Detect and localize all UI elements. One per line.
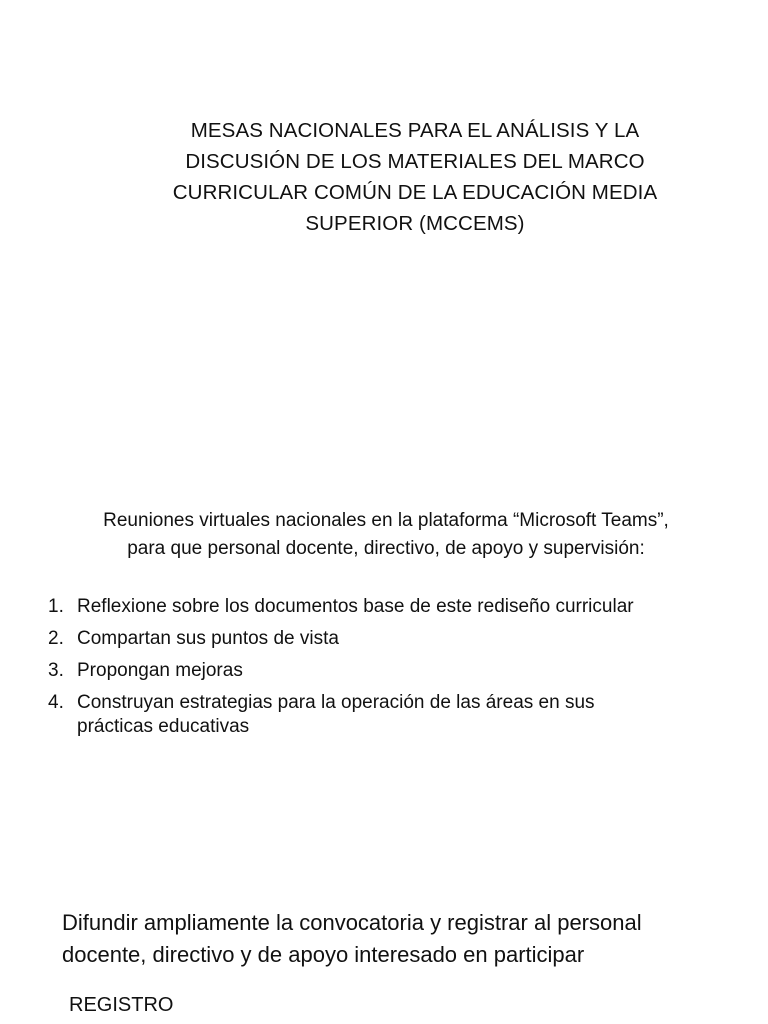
- intro-line: para que personal docente, directivo, de apoyo y supervisión:: [127, 538, 645, 559]
- list-item: [48, 691, 748, 739]
- list-item-line: Reflexione sobre los documentos base de este rediseño curricular: [77, 596, 634, 617]
- list-item-line: prácticas educativas: [77, 716, 250, 737]
- page-title: [150, 115, 680, 239]
- list-item: [48, 659, 748, 683]
- list-item-text: [77, 691, 748, 739]
- list-item-text: [77, 627, 748, 651]
- title-line: DISCUSIÓN DE LOS MATERIALES DEL MARCO: [185, 150, 645, 173]
- title-line: MESAS NACIONALES PARA EL ANÁLISIS Y LA: [190, 119, 640, 142]
- list-item-text: [77, 659, 748, 683]
- call-to-action-line: docente, directivo y de apoyo interesado en participar: [62, 942, 585, 967]
- intro-line: Reuniones virtuales nacionales en la plataforma “Microsoft Teams”,: [103, 510, 669, 531]
- registro-label: REGISTRO: [69, 994, 174, 1016]
- list-item-number: 4.: [48, 692, 64, 713]
- list-item-text: [77, 595, 748, 619]
- title-line: SUPERIOR (MCCEMS): [305, 212, 525, 235]
- list-item-line: Construyan estrategias para la operación de las áreas en sus: [77, 692, 595, 713]
- steps-list: [48, 595, 748, 747]
- list-item: [48, 595, 748, 619]
- call-to-action-line: Difundir ampliamente la convocatoria y registrar al personal: [62, 910, 642, 935]
- list-item-number: 1.: [48, 596, 64, 617]
- list-item-line: Compartan sus puntos de vista: [77, 628, 339, 649]
- intro-paragraph: [20, 507, 752, 563]
- call-to-action-paragraph: [62, 907, 742, 971]
- list-item-number: 3.: [48, 660, 64, 681]
- list-item: [48, 627, 748, 651]
- title-line: CURRICULAR COMÚN DE LA EDUCACIÓN MEDIA: [172, 181, 658, 204]
- list-item-number: 2.: [48, 628, 64, 649]
- list-item-line: Propongan mejoras: [77, 660, 243, 681]
